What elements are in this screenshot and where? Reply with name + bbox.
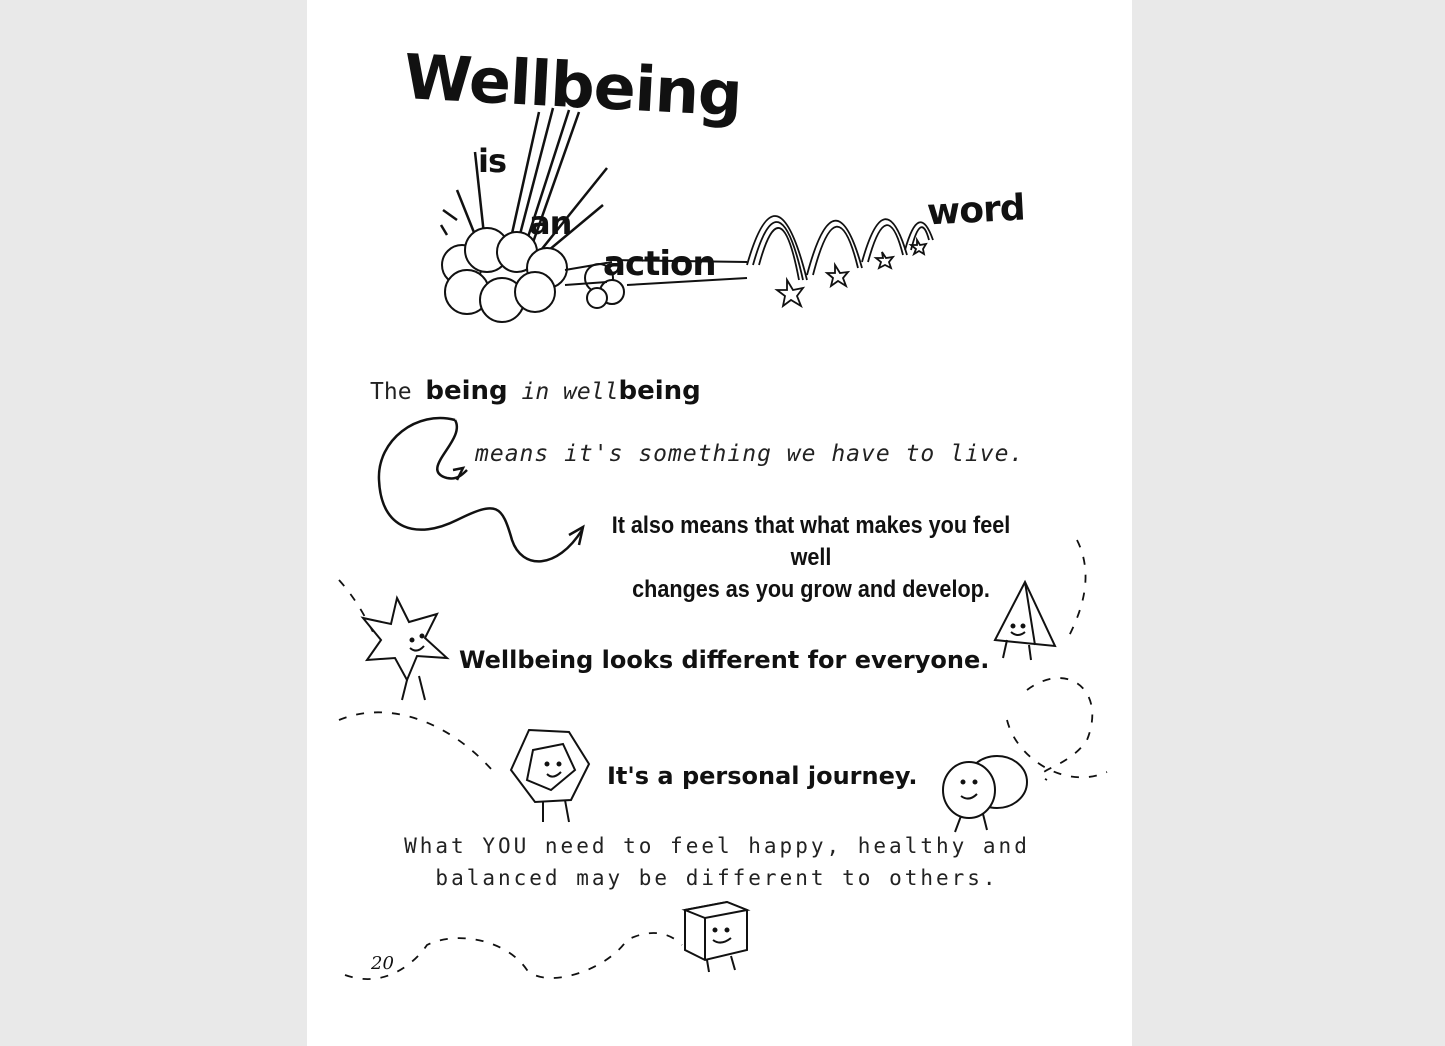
bounce-arcs-icon — [747, 216, 933, 306]
title-an: an — [529, 204, 572, 242]
page-number: 20 — [371, 953, 394, 974]
line1-in-well: in well — [507, 379, 619, 405]
curly-arrow-icon — [379, 418, 583, 561]
line1-the: The — [370, 379, 426, 405]
page — [307, 0, 1132, 1046]
hexagon-character-icon — [511, 730, 589, 822]
line1-being-2: being — [618, 376, 701, 406]
star-character-icon — [363, 598, 447, 700]
cylinder-character-icon — [943, 756, 1027, 832]
looks-different-text: Wellbeing looks different for everyone. — [459, 646, 990, 674]
you-need-line-1: What YOU need to feel happy, healthy and — [404, 834, 1030, 858]
you-need-line-2: balanced may be different to others. — [435, 866, 999, 890]
line3-a: It also means that what makes you feel well — [611, 512, 1011, 571]
being-in-wellbeing-line — [370, 376, 701, 406]
title-word: word — [925, 187, 1026, 234]
title-is: is — [478, 142, 507, 180]
personal-journey-text: It's a personal journey. — [607, 762, 918, 790]
title-action: action — [603, 244, 716, 284]
title-wellbeing: Wellbeing — [402, 40, 744, 131]
grow-develop-text — [595, 510, 1027, 606]
cloud-burst-icon — [442, 228, 624, 322]
line3-b: changes as you grow and develop. — [632, 576, 990, 603]
cube-character-icon — [685, 902, 747, 972]
line1-being: being — [425, 376, 508, 406]
live-line: means it's something we have to live. — [475, 441, 1025, 467]
